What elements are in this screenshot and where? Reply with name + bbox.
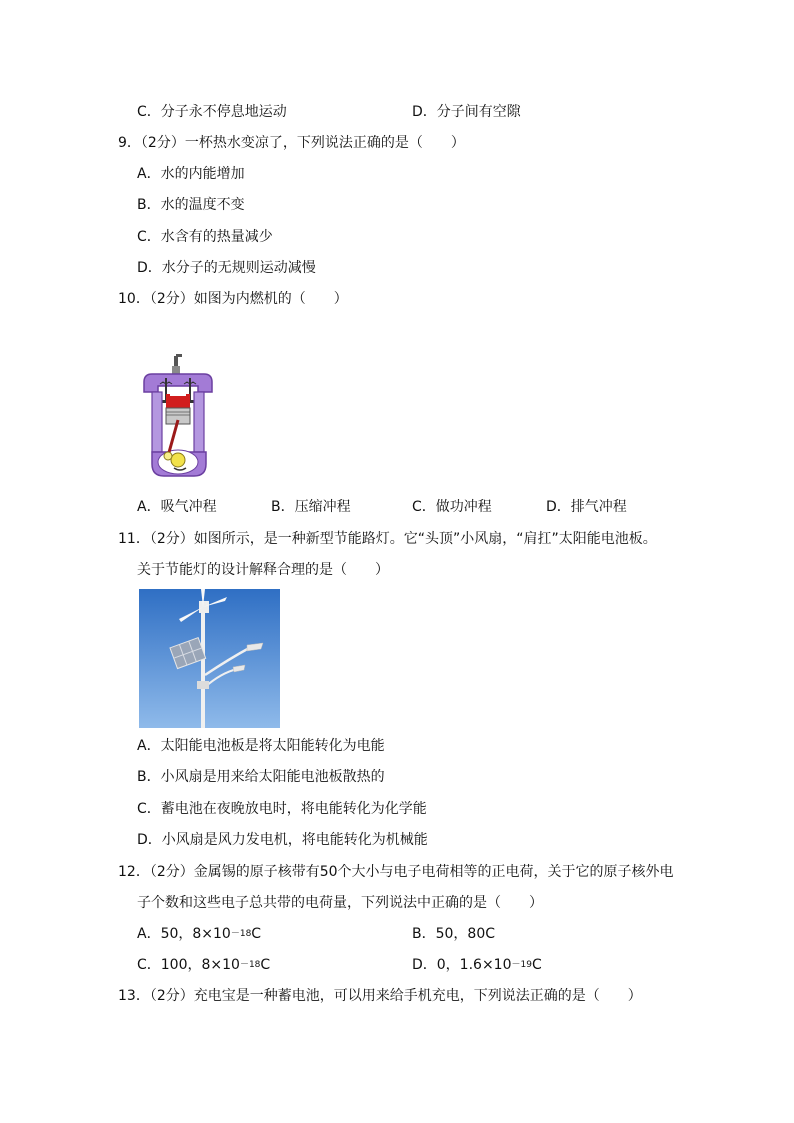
q12-option-a-exponent: －18 <box>230 929 252 939</box>
q11-option-b: B．小风扇是用来给太阳能电池板散热的 <box>137 769 385 785</box>
q12-option-d <box>412 955 542 975</box>
q12-option-c-base: C．100，8×10 <box>137 957 240 973</box>
q10-option-b: B．压缩冲程 <box>271 499 351 515</box>
q8-option-d: D．分子间有空隙 <box>412 104 521 120</box>
q12-option-d-base: D．0，1.6×10 <box>412 957 512 973</box>
q9-stem: 9．（2分）一杯热水变凉了，下列说法正确的是（ ） <box>118 135 465 151</box>
streetlight-photo-icon <box>139 589 280 728</box>
q11-option-a: A．太阳能电池板是将太阳能转化为电能 <box>137 738 385 754</box>
q9-option-c: C．水含有的热量减少 <box>137 229 273 245</box>
q13-stem: 13．（2分）充电宝是一种蓄电池，可以用来给手机充电，下列说法正确的是（ ） <box>118 988 642 1004</box>
q12-option-a-unit: C <box>251 926 262 942</box>
q12-option-a <box>137 924 261 944</box>
q12-option-c-unit: C <box>260 957 271 973</box>
q11-stem-line2: 关于节能灯的设计解释合理的是（ ） <box>137 562 389 578</box>
q10-stem: 10．（2分）如图为内燃机的（ ） <box>118 291 348 307</box>
q12-option-a-base: A．50，8×10 <box>137 926 231 942</box>
q12-option-c-exponent: －18 <box>239 960 261 970</box>
q10-option-c: C．做功冲程 <box>412 499 492 515</box>
q9-option-a: A．水的内能增加 <box>137 166 245 182</box>
q12-option-d-unit: C <box>531 957 542 973</box>
q11-option-c: C．蓄电池在夜晚放电时，将电能转化为化学能 <box>137 801 427 817</box>
q12-option-d-exponent: －19 <box>511 960 532 970</box>
q12-option-c <box>137 955 270 975</box>
q9-option-d: D．水分子的无规则运动减慢 <box>137 260 316 276</box>
q8-option-c: C．分子永不停息地运动 <box>137 104 287 120</box>
q12-stem-line2: 子个数和这些电子总共带的电荷量，下列说法中正确的是（ ） <box>137 895 543 911</box>
q10-option-a: A．吸气冲程 <box>137 499 217 515</box>
q11-stem-line1: 11．（2分）如图所示，是一种新型节能路灯。它“头顶”小风扇，“肩扛”太阳能电池板。 <box>118 531 657 547</box>
q12-option-b: B．50，80C <box>412 926 496 942</box>
q9-option-b: B．水的温度不变 <box>137 197 245 213</box>
engine-cylinder-diagram-icon <box>138 352 218 480</box>
q12-stem-line1: 12．（2分）金属锡的原子核带有50个大小与电子电荷相等的正电荷，关于它的原子核外电 <box>118 864 674 880</box>
q10-option-d: D．排气冲程 <box>546 499 627 515</box>
q11-option-d: D．小风扇是风力发电机，将电能转化为机械能 <box>137 832 428 848</box>
